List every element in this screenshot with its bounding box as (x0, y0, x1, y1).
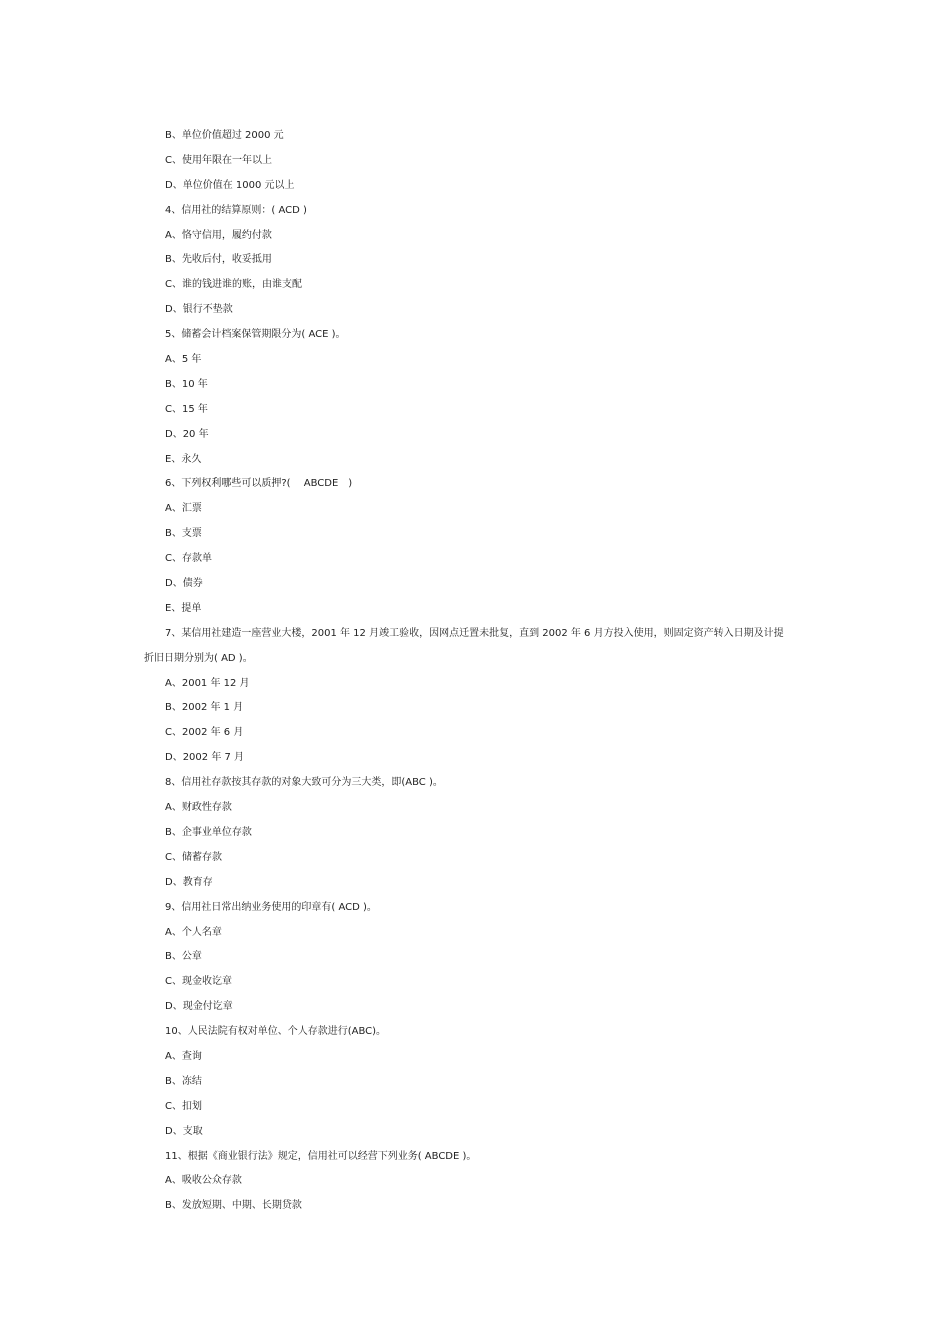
text-line: A、吸收公众存款 (165, 1175, 242, 1187)
text-line: B、单位价值超过 2000 元 (165, 130, 284, 141)
text-line: D、20 年 (165, 428, 209, 440)
text-line: B、企事业单位存款 (165, 826, 252, 838)
text-line: C、谁的钱进谁的账，由谁支配 (165, 279, 302, 291)
text-line: D、支取 (165, 1125, 203, 1137)
text-line: A、恪守信用，履约付款 (165, 229, 272, 241)
question-line: 6、下列权利哪些可以质押?( ABCDE ) (165, 478, 353, 490)
text-line: C、2002 年 6 月 (165, 727, 244, 739)
text-line: D、银行不垫款 (165, 304, 233, 316)
text-line: C、现金收讫章 (165, 976, 232, 988)
text-line: D、债券 (165, 578, 203, 590)
text-line: B、2002 年 1 月 (165, 702, 244, 714)
text-line: E、永久 (165, 453, 202, 465)
text-line: B、先收后付，收妥抵用 (165, 254, 272, 266)
document-page (0, 124, 950, 1219)
text-line: A、个人名章 (165, 926, 222, 938)
text-line: B、冻结 (165, 1075, 202, 1087)
text-line: A、汇票 (165, 503, 202, 515)
text-line: E、提单 (165, 602, 202, 614)
question-line: 8、信用社存款按其存款的对象大致可分为三大类，即(ABC )。 (165, 777, 443, 789)
text-line: D、现金付讫章 (165, 1001, 233, 1013)
text-line: A、5 年 (165, 354, 202, 366)
text-line: D、单位价值在 1000 元以上 (165, 179, 295, 191)
question-line: 11、根据《商业银行法》规定，信用社可以经营下列业务( ABCDE )。 (165, 1150, 477, 1162)
text-line: D、教育存 (165, 876, 213, 888)
text-line: C、使用年限在一年以上 (165, 154, 272, 166)
question-line: 9、信用社日常出纳业务使用的印章有( ACD )。 (165, 901, 377, 913)
question-line: 5、储蓄会计档案保管期限分为( ACE )。 (165, 329, 346, 341)
text-line: B、10 年 (165, 378, 208, 390)
question-line-continued: 折旧日期分别为( AD )。 (144, 652, 253, 664)
text-line: D、2002 年 7 月 (165, 752, 245, 764)
question-line: 7、某信用社建造一座营业大楼，2001 年 12 月竣工验收，因网点迁置未批复，直到 2002 年 6 月方投入使用，则固定资产转入日期及计提 (165, 627, 784, 639)
text-line: A、财政性存款 (165, 802, 232, 814)
text-line: A、查询 (165, 1050, 202, 1062)
text-line: A、2001 年 12 月 (165, 677, 250, 689)
text-line: B、发放短期、中期、长期贷款 (165, 1200, 302, 1212)
text-line: C、15 年 (165, 403, 208, 415)
text-line: C、存款单 (165, 553, 212, 565)
text-line: C、扣划 (165, 1100, 202, 1112)
text-line: B、公章 (165, 951, 202, 963)
question-line: 10、人民法院有权对单位、个人存款进行(ABC)。 (165, 1026, 387, 1038)
text-line: C、储蓄存款 (165, 851, 222, 863)
question-line: 4、信用社的结算原则：( ACD ) (165, 204, 307, 216)
text-line: B、支票 (165, 528, 202, 540)
